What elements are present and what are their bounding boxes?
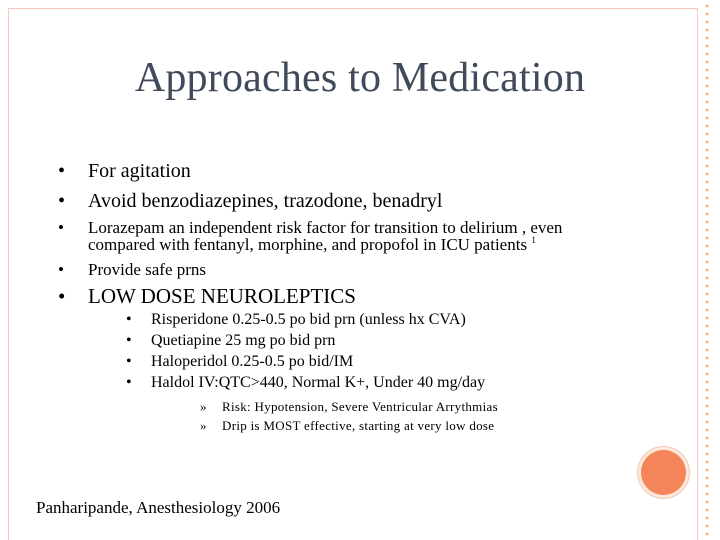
bullet-dot: • [58,284,66,308]
arrow-bullet: » [200,418,207,433]
bullet-dot: • [126,332,132,349]
bullet-text: Provide safe prns [88,260,207,279]
slide-title: Approaches to Medication [134,55,586,101]
bullet-text-line1: Lorazepam an independent risk factor for transition to delirium , even [88,218,563,237]
decorative-circle [641,450,686,495]
bullet-dot: • [126,311,132,328]
bullet-text-line2: compared with fentanyl, morphine, and propofol in ICU patients [88,235,528,254]
sub-bullet-text: Haloperidol 0.25-0.5 po bid/IM [151,353,354,370]
sub-bullet-text: Haldol IV:QTC>440, Normal K+, Under 40 mg/day [151,374,486,391]
bullet-dot: • [58,260,64,279]
bullet-dot: • [58,190,66,212]
bullet-dot: • [126,374,132,391]
bullet-text: LOW DOSE NEUROLEPTICS [88,284,356,308]
sub-sub-bullet-text: Risk: Hypotension, Severe Ventricular Arrythmias [222,399,498,414]
sub-sub-bullet-text: Drip is MOST effective, starting at very low dose [222,418,495,433]
bullet-dot: • [126,353,132,370]
reference-superscript: 1 [531,235,536,245]
bullet-text: Avoid benzodiazepines, trazodone, benadryl [88,190,443,212]
bullet-dot: • [58,160,66,182]
sub-bullet-text: Quetiapine 25 mg po bid prn [151,332,336,349]
arrow-bullet: » [200,399,207,414]
sub-bullet-text: Risperidone 0.25-0.5 po bid prn (unless hx CVA) [151,311,466,328]
citation: Panharipande, Anesthesiology 2006 [36,498,281,517]
bullet-dot: • [58,218,64,237]
bullet-text: For agitation [88,160,191,182]
